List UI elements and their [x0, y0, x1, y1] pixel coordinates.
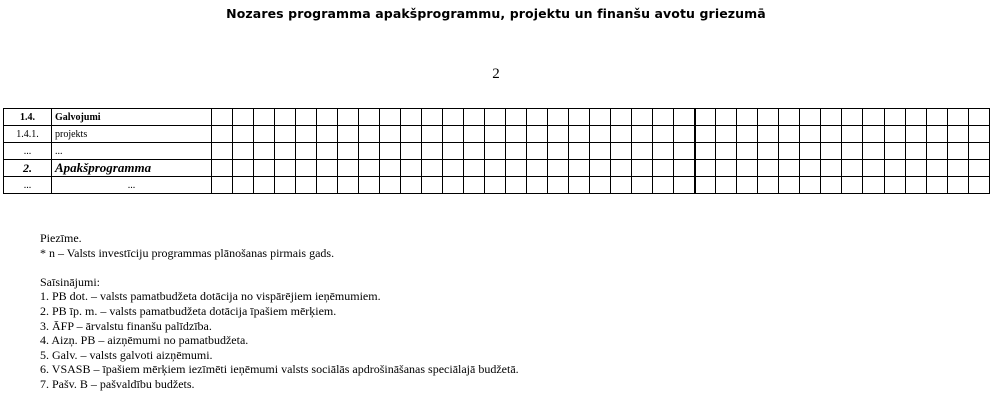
abbreviations-heading: Saīsinājumi:	[40, 274, 100, 289]
empty-cell	[947, 177, 968, 194]
empty-cell	[254, 143, 275, 160]
empty-cell	[800, 177, 821, 194]
empty-cell	[506, 160, 527, 177]
empty-cell	[947, 143, 968, 160]
empty-cell	[464, 126, 485, 143]
empty-cell	[443, 126, 464, 143]
empty-cell	[359, 109, 380, 126]
empty-cell	[716, 160, 737, 177]
empty-cell	[485, 160, 506, 177]
empty-cell	[737, 160, 758, 177]
empty-cell	[275, 109, 296, 126]
empty-cell	[590, 143, 611, 160]
empty-cell	[800, 126, 821, 143]
notes-spacer	[40, 260, 519, 275]
empty-cell	[401, 143, 422, 160]
empty-cell	[905, 143, 926, 160]
empty-cell	[632, 143, 653, 160]
empty-cell	[317, 160, 338, 177]
table-row	[4, 109, 990, 126]
empty-cell	[422, 143, 443, 160]
abbreviation-item: 2. PB īp. m. – valsts pamatbudžeta dotācija īpašiem mērķiem.	[40, 303, 337, 318]
empty-cell	[968, 177, 989, 194]
empty-cell	[548, 177, 569, 194]
empty-cell	[338, 126, 359, 143]
empty-cell	[884, 177, 905, 194]
empty-cell	[212, 126, 233, 143]
empty-cell	[506, 143, 527, 160]
empty-cell	[380, 143, 401, 160]
empty-cell	[758, 143, 779, 160]
empty-cell	[464, 143, 485, 160]
empty-cell	[737, 109, 758, 126]
empty-cell	[674, 177, 695, 194]
empty-cell	[317, 143, 338, 160]
empty-cell	[275, 160, 296, 177]
empty-cell	[569, 109, 590, 126]
empty-cell	[548, 126, 569, 143]
empty-cell	[254, 109, 275, 126]
empty-cell	[212, 177, 233, 194]
empty-cell	[779, 109, 800, 126]
empty-cell	[674, 160, 695, 177]
row-label-cell: ...	[52, 177, 212, 194]
empty-cell	[338, 177, 359, 194]
abbreviation-item: 6. VSASB – īpašiem mērķiem iezīmēti ieņēmumi valsts sociālās apdrošināšanas speciālajā budžetā.	[40, 362, 519, 377]
empty-cell	[632, 160, 653, 177]
empty-cell	[233, 160, 254, 177]
empty-cell	[527, 109, 548, 126]
empty-cell	[695, 126, 716, 143]
empty-cell	[317, 177, 338, 194]
empty-cell	[527, 160, 548, 177]
abbreviation-item: 1. PB dot. – valsts pamatbudžeta dotācija no vispārējiem ieņēmumiem.	[40, 289, 381, 304]
empty-cell	[443, 160, 464, 177]
empty-cell	[695, 109, 716, 126]
abbreviation-item: 5. Galv. – valsts galvoti aizņēmumi.	[40, 347, 213, 362]
empty-cell	[863, 126, 884, 143]
empty-cell	[233, 126, 254, 143]
empty-cell	[506, 177, 527, 194]
empty-cell	[737, 177, 758, 194]
empty-cell	[338, 160, 359, 177]
empty-cell	[233, 109, 254, 126]
table-row	[4, 160, 990, 177]
table-row	[4, 143, 990, 160]
empty-cell	[485, 177, 506, 194]
empty-cell	[800, 143, 821, 160]
empty-cell	[611, 143, 632, 160]
empty-cell	[338, 109, 359, 126]
empty-cell	[842, 177, 863, 194]
empty-cell	[863, 109, 884, 126]
empty-cell	[569, 160, 590, 177]
program-table	[3, 108, 990, 194]
empty-cell	[695, 160, 716, 177]
empty-cell	[821, 160, 842, 177]
empty-cell	[905, 126, 926, 143]
empty-cell	[233, 177, 254, 194]
empty-cell	[443, 109, 464, 126]
empty-cell	[653, 160, 674, 177]
empty-cell	[380, 109, 401, 126]
empty-cell	[569, 177, 590, 194]
empty-cell	[401, 109, 422, 126]
abbreviation-item: 7. Pašv. B – pašvaldību budžets.	[40, 376, 195, 391]
empty-cell	[800, 109, 821, 126]
empty-cell	[590, 126, 611, 143]
empty-cell	[926, 109, 947, 126]
row-number-cell: ...	[4, 143, 52, 160]
empty-cell	[611, 160, 632, 177]
row-number-cell: 1.4.1.	[4, 126, 52, 143]
document-title: Nozares programma apakšprogrammu, projektu un finanšu avotu griezumā	[226, 6, 766, 21]
empty-cell	[632, 109, 653, 126]
empty-cell	[905, 109, 926, 126]
empty-cell	[380, 126, 401, 143]
empty-cell	[317, 126, 338, 143]
empty-cell	[695, 143, 716, 160]
empty-cell	[485, 143, 506, 160]
empty-cell	[926, 177, 947, 194]
empty-cell	[947, 160, 968, 177]
empty-cell	[737, 126, 758, 143]
empty-cell	[548, 160, 569, 177]
empty-cell	[758, 160, 779, 177]
empty-cell	[884, 143, 905, 160]
empty-cell	[653, 126, 674, 143]
empty-cell	[401, 160, 422, 177]
empty-cell	[842, 109, 863, 126]
page-number: 2	[492, 66, 500, 82]
empty-cell	[464, 177, 485, 194]
empty-cell	[359, 126, 380, 143]
empty-cell	[611, 109, 632, 126]
empty-cell	[569, 126, 590, 143]
empty-cell	[359, 160, 380, 177]
empty-cell	[779, 177, 800, 194]
empty-cell	[716, 177, 737, 194]
empty-cell	[485, 109, 506, 126]
empty-cell	[338, 143, 359, 160]
empty-cell	[653, 177, 674, 194]
empty-cell	[359, 177, 380, 194]
empty-cell	[443, 177, 464, 194]
empty-cell	[653, 109, 674, 126]
empty-cell	[842, 160, 863, 177]
notes-heading: Piezīme.	[40, 231, 82, 245]
empty-cell	[842, 143, 863, 160]
empty-cell	[884, 109, 905, 126]
empty-cell	[653, 143, 674, 160]
empty-cell	[317, 109, 338, 126]
empty-cell	[296, 109, 317, 126]
row-label-cell: projekts	[52, 126, 212, 143]
empty-cell	[296, 126, 317, 143]
empty-cell	[233, 143, 254, 160]
notes-footnote: * n – Valsts investīciju programmas plānošanas pirmais gads.	[40, 245, 335, 260]
empty-cell	[926, 160, 947, 177]
empty-cell	[422, 160, 443, 177]
empty-cell	[884, 126, 905, 143]
empty-cell	[590, 109, 611, 126]
empty-cell	[779, 143, 800, 160]
empty-cell	[548, 143, 569, 160]
empty-cell	[821, 109, 842, 126]
empty-cell	[947, 109, 968, 126]
empty-cell	[380, 160, 401, 177]
empty-cell	[800, 160, 821, 177]
row-number-cell: 2.	[4, 160, 52, 177]
empty-cell	[821, 177, 842, 194]
row-number-cell: 1.4.	[4, 109, 52, 126]
empty-cell	[968, 126, 989, 143]
empty-cell	[296, 160, 317, 177]
notes-section	[40, 231, 519, 392]
empty-cell	[464, 160, 485, 177]
empty-cell	[821, 143, 842, 160]
empty-cell	[611, 177, 632, 194]
empty-cell	[674, 109, 695, 126]
empty-cell	[212, 143, 233, 160]
empty-cell	[863, 177, 884, 194]
empty-cell	[821, 126, 842, 143]
empty-cell	[527, 177, 548, 194]
empty-cell	[842, 126, 863, 143]
empty-cell	[275, 177, 296, 194]
empty-cell	[968, 109, 989, 126]
empty-cell	[758, 109, 779, 126]
empty-cell	[926, 143, 947, 160]
empty-cell	[443, 143, 464, 160]
empty-cell	[905, 160, 926, 177]
empty-cell	[275, 143, 296, 160]
empty-cell	[716, 126, 737, 143]
empty-cell	[863, 160, 884, 177]
empty-cell	[716, 109, 737, 126]
empty-cell	[212, 109, 233, 126]
row-label-cell: ...	[52, 143, 212, 160]
empty-cell	[380, 177, 401, 194]
table-row	[4, 126, 990, 143]
empty-cell	[359, 143, 380, 160]
empty-cell	[254, 160, 275, 177]
row-number-cell: ...	[4, 177, 52, 194]
empty-cell	[737, 143, 758, 160]
empty-cell	[632, 126, 653, 143]
row-label-cell: Galvojumi	[52, 109, 212, 126]
empty-cell	[695, 177, 716, 194]
empty-cell	[401, 126, 422, 143]
empty-cell	[968, 160, 989, 177]
empty-cell	[947, 126, 968, 143]
empty-cell	[296, 143, 317, 160]
empty-cell	[779, 126, 800, 143]
empty-cell	[548, 109, 569, 126]
empty-cell	[569, 143, 590, 160]
empty-cell	[905, 177, 926, 194]
empty-cell	[590, 177, 611, 194]
abbreviation-item: 3. ĀFP – ārvalstu finanšu palīdzība.	[40, 318, 212, 333]
empty-cell	[674, 126, 695, 143]
empty-cell	[254, 177, 275, 194]
empty-cell	[863, 143, 884, 160]
abbreviation-item: 4. Aizņ. PB – aizņēmumi no pamatbudžeta.	[40, 333, 249, 348]
empty-cell	[464, 109, 485, 126]
empty-cell	[506, 126, 527, 143]
empty-cell	[590, 160, 611, 177]
empty-cell	[212, 160, 233, 177]
empty-cell	[296, 177, 317, 194]
empty-cell	[968, 143, 989, 160]
empty-cell	[632, 177, 653, 194]
empty-cell	[275, 126, 296, 143]
row-label-cell: Apakšprogramma	[52, 160, 212, 177]
empty-cell	[527, 126, 548, 143]
empty-cell	[254, 126, 275, 143]
empty-cell	[401, 177, 422, 194]
empty-cell	[758, 126, 779, 143]
table-row	[4, 177, 990, 194]
empty-cell	[758, 177, 779, 194]
empty-cell	[485, 126, 506, 143]
empty-cell	[674, 143, 695, 160]
empty-cell	[716, 143, 737, 160]
empty-cell	[926, 126, 947, 143]
empty-cell	[884, 160, 905, 177]
empty-cell	[422, 177, 443, 194]
empty-cell	[611, 126, 632, 143]
empty-cell	[506, 109, 527, 126]
empty-cell	[779, 160, 800, 177]
empty-cell	[527, 143, 548, 160]
empty-cell	[422, 109, 443, 126]
empty-cell	[422, 126, 443, 143]
